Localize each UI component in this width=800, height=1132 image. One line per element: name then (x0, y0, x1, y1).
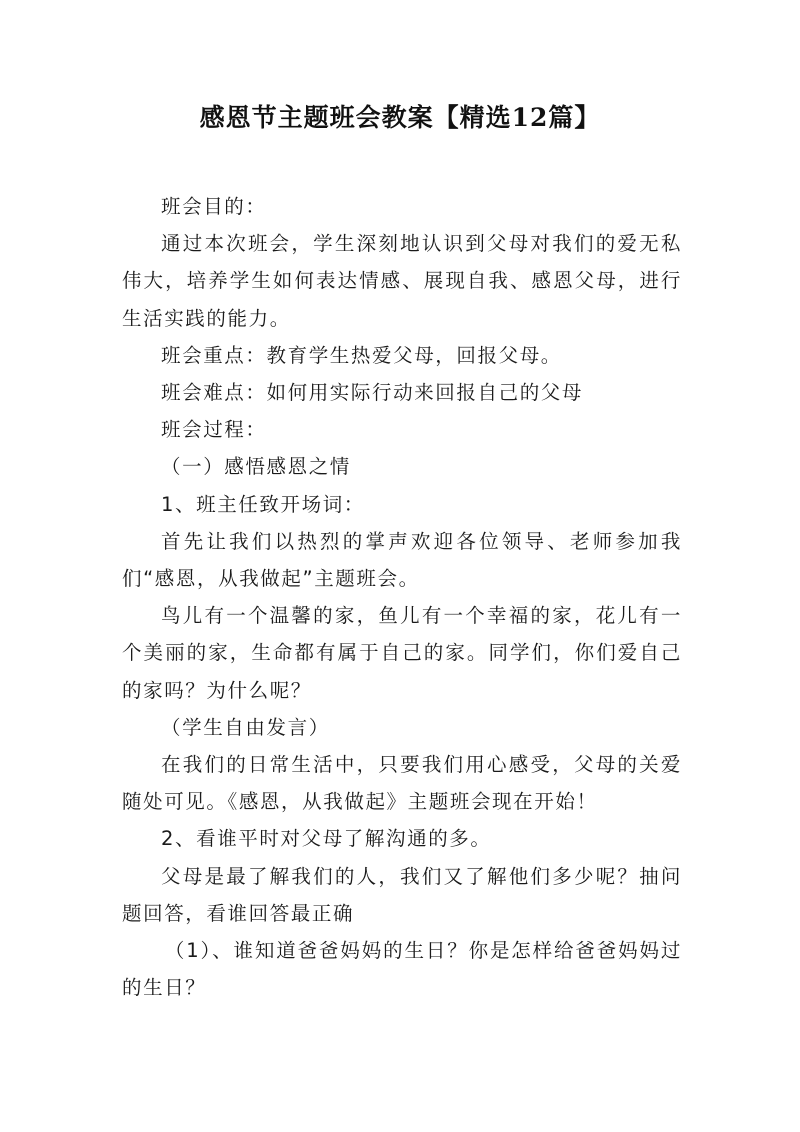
paragraph-process-heading: 班会过程： (161, 418, 267, 442)
paragraph-step-one: 1、班主任致开场词： (161, 492, 365, 516)
paragraph-home: 鸟儿有一个温馨的家，鱼儿有一个幸福的家，花儿有一个美丽的家，生命都有属于自己的家。同学们，你们爱自己的家吗？为什么呢？ (122, 604, 682, 702)
paragraph-section-one: （一）感悟感恩之情 (161, 455, 351, 479)
paragraph-daily-life: 在我们的日常生活中，只要我们用心感受，父母的关爱随处可见。《感恩，从我做起》主题班会现在开始！ (122, 753, 682, 814)
document-title: 感恩节主题班会教案【精选12篇】 (199, 103, 601, 132)
paragraph-questions: 父母是最了解我们的人，我们又了解他们多少呢？抽问题回答，看谁回答最正确 (122, 864, 682, 925)
paragraph-purpose: 通过本次班会，学生深刻地认识到父母对我们的爱无私伟大，培养学生如何表达情感、展现自我、感恩父母，进行生活实践的能力。 (122, 232, 682, 330)
paragraph-question-one: （1）、谁知道爸爸妈妈的生日？你是怎样给爸爸妈妈过的生日？ (122, 939, 682, 1000)
paragraph-step-two: 2、看谁平时对父母了解沟通的多。 (161, 827, 492, 851)
paragraph-welcome: 首先让我们以热烈的掌声欢迎各位领导、老师参加我们“感恩，从我做起”主题班会。 (122, 529, 682, 591)
paragraph-key-point: 班会重点：教育学生热爱父母，回报父母。 (161, 343, 562, 367)
paragraph-difficulty: 班会难点：如何用实际行动来回报自己的父母 (161, 381, 584, 405)
paragraph-free-speech: （学生自由发言） (161, 715, 330, 739)
paragraph-purpose-heading: 班会目的： (161, 195, 267, 218)
document-body (122, 188, 682, 1006)
